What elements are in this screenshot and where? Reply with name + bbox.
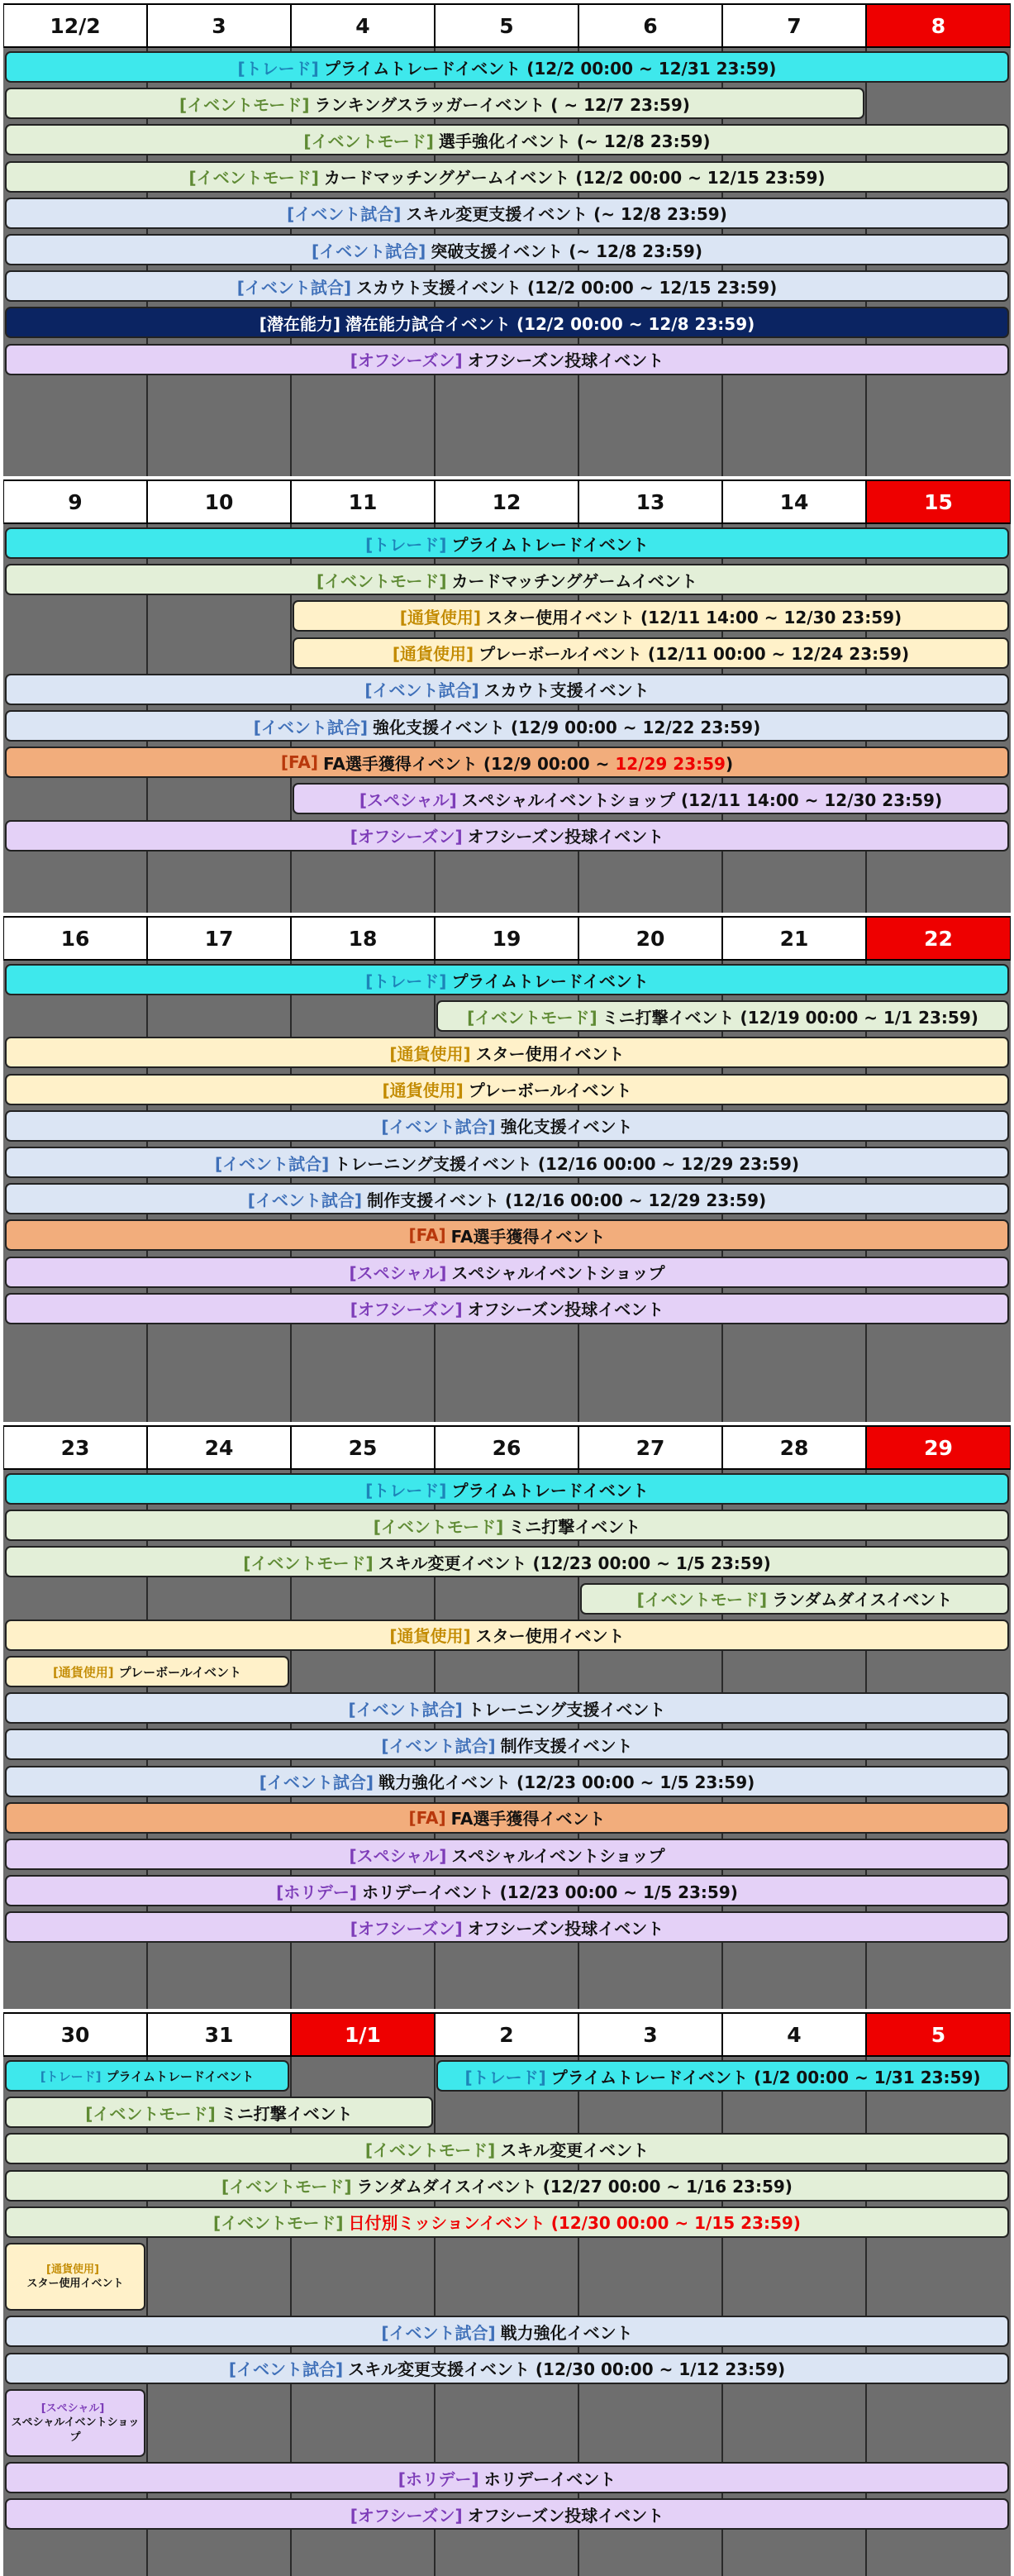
event-bar[interactable] — [5, 51, 1009, 83]
event-title-text: プレーボールイベント (12/11 00:00 ~ 12/24 23:59) — [478, 644, 910, 665]
event-bar[interactable] — [5, 964, 1009, 995]
event-bar[interactable] — [5, 1802, 1009, 1834]
event-title-text: 戦力強化イベント — [500, 2322, 633, 2343]
date-header-cell: 17 — [148, 918, 290, 959]
event-category-tag: [イベントモード] — [213, 2213, 344, 2234]
event-title — [119, 1663, 241, 1681]
event-title-text: オフシーズン投球イベント — [467, 351, 664, 371]
date-header-cell: 8 — [867, 5, 1010, 46]
event-title — [476, 1623, 625, 1647]
event-bar[interactable] — [5, 527, 1009, 559]
event-bar[interactable] — [5, 2243, 145, 2311]
event-category-tag: [トレード] — [237, 58, 319, 79]
event-title — [362, 1879, 738, 1903]
event-title — [468, 823, 664, 847]
event-bar[interactable] — [5, 2097, 433, 2128]
date-header-cell: 13 — [579, 481, 721, 522]
event-title — [324, 55, 777, 79]
event-category-tag: [通貨使用] — [52, 1664, 114, 1680]
event-category-tag: [イベントモード] — [85, 2103, 216, 2124]
event-title — [451, 1224, 606, 1247]
event-bar[interactable] — [5, 1257, 1009, 1288]
event-category-tag: [FA] — [408, 1225, 446, 1246]
date-header-cell: 22 — [867, 918, 1010, 959]
event-category-tag: [FA] — [280, 752, 319, 773]
event-category-tag: [トレード] — [40, 2068, 102, 2084]
event-bar[interactable] — [5, 1110, 1009, 1142]
event-title — [451, 968, 648, 992]
event-title — [501, 1114, 633, 1138]
event-category-tag: [通貨使用] — [389, 1626, 471, 1647]
date-header-cell: 6 — [579, 5, 721, 46]
event-category-tag: [スペシャル] — [349, 1845, 447, 1866]
event-title-text: 強化支援イベント — [500, 1117, 633, 1138]
event-bar[interactable] — [436, 2060, 1009, 2092]
event-category-tag: [イベント試合] — [215, 1153, 330, 1174]
event-category-tag: [オフシーズン] — [350, 1300, 463, 1320]
event-title — [451, 1477, 648, 1501]
week-block — [0, 913, 1014, 1422]
event-category-tag: [イベントモード] — [221, 2177, 352, 2197]
event-title — [439, 128, 711, 152]
date-header-cell: 29 — [867, 1427, 1010, 1468]
event-title-text: 突破支援イベント (~ 12/8 23:59) — [431, 241, 702, 261]
event-title-text: プレーボールイベント — [468, 1080, 632, 1101]
event-title — [478, 641, 909, 665]
event-highlight-text: 12/29 23:59 — [615, 753, 726, 774]
event-title — [451, 1260, 664, 1284]
event-bar[interactable] — [5, 1473, 1009, 1505]
event-title-text: ホリデーイベント (12/23 00:00 ~ 1/5 23:59) — [362, 1882, 738, 1902]
event-title-text: ランキングスラッガーイベント ( ~ 12/7 23:59) — [314, 94, 690, 115]
event-title-text: オフシーズン投球イベント — [467, 827, 664, 847]
event-category-tag: [イベント試合] — [247, 1190, 363, 1210]
event-category-tag: [トレード] — [365, 534, 447, 555]
date-header-cell: 27 — [579, 1427, 721, 1468]
event-title — [468, 347, 664, 371]
event-category-tag: [スペシャル] — [349, 1263, 447, 1284]
event-category-tag: [スペシャル] — [40, 2402, 105, 2415]
event-bar[interactable] — [5, 234, 1009, 265]
event-title — [468, 1696, 666, 1720]
event-bar[interactable] — [5, 1911, 1009, 1943]
date-header-cell: 10 — [148, 481, 290, 522]
event-bar[interactable] — [5, 2498, 1009, 2530]
event-title-text: スター使用イベント — [475, 1626, 625, 1647]
event-category-tag: [通貨使用] — [392, 644, 474, 665]
event-bar[interactable] — [436, 1000, 1009, 1032]
event-category-tag: [イベントモード] — [243, 1553, 374, 1573]
week-block — [0, 0, 1014, 476]
event-title — [8, 2416, 142, 2445]
week-block — [0, 1422, 1014, 2009]
event-category-tag: [ホリデー] — [276, 1882, 357, 1902]
event-category-tag: [ホリデー] — [398, 2469, 479, 2489]
event-category-tag: [イベント試合] — [348, 1699, 463, 1720]
event-title-text: プレーボールイベント — [118, 1664, 242, 1680]
event-title — [349, 2210, 801, 2234]
event-category-tag: [トレード] — [365, 1480, 447, 1500]
event-bar[interactable] — [5, 2316, 1009, 2347]
event-category-tag: [イベント試合] — [312, 241, 426, 261]
event-title — [501, 1733, 633, 1757]
date-header-cell: 1/1 — [292, 2014, 434, 2055]
event-bar[interactable] — [5, 2353, 1009, 2384]
event-bar[interactable] — [5, 710, 1009, 742]
event-title — [334, 1151, 799, 1175]
event-category-tag: [通貨使用] — [389, 1043, 471, 1064]
date-header-cell: 19 — [436, 918, 578, 959]
date-header-cell: 3 — [579, 2014, 721, 2055]
event-bar[interactable] — [5, 747, 1009, 778]
event-category-tag: [イベントモード] — [188, 168, 319, 188]
event-title — [451, 1806, 606, 1829]
event-category-tag: [潜在能力] — [259, 313, 340, 334]
event-title — [378, 1550, 771, 1574]
event-title — [356, 274, 777, 298]
event-title — [106, 2068, 254, 2085]
event-bar[interactable] — [5, 564, 1009, 595]
event-category-tag: [イベント試合] — [381, 2322, 496, 2343]
event-bar[interactable] — [5, 1766, 1009, 1797]
event-category-tag: [イベントモード] — [636, 1590, 768, 1610]
event-category-tag: [イベント試合] — [236, 277, 352, 298]
event-title-text: 選手強化イベント (~ 12/8 23:59) — [438, 131, 711, 151]
event-title-text: トレーニング支援イベント — [467, 1699, 666, 1720]
event-title-text: スペシャルイベントショップ (12/11 14:00 ~ 12/30 23:59) — [461, 789, 943, 810]
event-title — [315, 92, 690, 116]
event-title — [486, 604, 902, 628]
date-header-cell: 18 — [292, 918, 434, 959]
week-date-header — [3, 3, 1011, 48]
event-bar[interactable] — [5, 1729, 1009, 1760]
event-title-text: スペシャルイベントショップ — [11, 2416, 140, 2444]
event-category-tag: [オフシーズン] — [350, 351, 463, 371]
event-bar[interactable] — [5, 2060, 289, 2092]
date-header-cell: 12/2 — [4, 5, 146, 46]
event-bar[interactable] — [5, 1183, 1009, 1214]
event-category-tag: [イベント試合] — [228, 2359, 344, 2380]
date-header-cell: 31 — [148, 2014, 290, 2055]
event-title-text: スキル変更イベント — [500, 2140, 650, 2160]
event-category-tag: [イベント試合] — [259, 1772, 374, 1793]
event-title — [348, 2356, 785, 2380]
event-bar[interactable] — [5, 124, 1009, 155]
event-title-text: プライムトレードイベント — [106, 2068, 255, 2084]
event-title — [367, 1187, 766, 1211]
event-title-text: スキル変更イベント (12/23 00:00 ~ 1/5 23:59) — [378, 1553, 771, 1573]
event-title — [484, 2466, 616, 2490]
event-bar[interactable] — [5, 674, 1009, 705]
event-title — [476, 1041, 625, 1065]
week-date-header — [3, 479, 1011, 524]
date-header-cell: 21 — [723, 918, 865, 959]
week-block — [0, 476, 1014, 913]
event-bar[interactable] — [5, 2462, 1009, 2493]
event-bar[interactable] — [5, 270, 1009, 302]
event-title — [469, 1077, 632, 1101]
date-header-cell: 25 — [292, 1427, 434, 1468]
event-title — [451, 1843, 664, 1867]
event-bar[interactable] — [293, 600, 1009, 632]
event-bar[interactable] — [5, 1074, 1009, 1105]
event-bar[interactable] — [5, 1219, 1009, 1251]
event-title-text: スター使用イベント (12/11 14:00 ~ 12/30 23:59) — [486, 607, 902, 627]
event-bar[interactable] — [5, 1692, 1009, 1724]
date-header-cell: 15 — [867, 481, 1010, 522]
date-header-cell: 4 — [292, 5, 434, 46]
event-bar[interactable] — [5, 1147, 1009, 1178]
event-category-tag: [イベントモード] — [317, 570, 447, 591]
date-header-cell: 28 — [723, 1427, 865, 1468]
event-title-text: オフシーズン投球イベント — [467, 1300, 664, 1320]
event-title-text: ランダムダイスイベント — [772, 1590, 953, 1610]
event-title-text: FA選手獲得イベント (12/9 00:00 ~ — [323, 753, 616, 774]
event-title-text: プライムトレードイベント (1/2 00:00 ~ 1/31 23:59) — [550, 2067, 981, 2087]
event-title-text: ホリデーイベント — [483, 2469, 616, 2489]
event-title-text: ランダムダイスイベント (12/27 00:00 ~ 1/16 23:59) — [356, 2177, 793, 2197]
event-category-tag: [イベントモード] — [303, 131, 434, 151]
event-title-text: 戦力強化イベント (12/23 00:00 ~ 1/5 23:59) — [378, 1772, 755, 1793]
event-bar[interactable] — [5, 1656, 289, 1687]
event-category-tag: [イベント試合] — [381, 1735, 496, 1756]
event-title — [468, 1915, 664, 1939]
event-title — [324, 165, 826, 188]
event-bar[interactable] — [5, 2206, 1009, 2238]
event-category-tag: [トレード] — [464, 2067, 546, 2087]
week-block — [0, 2009, 1014, 2576]
event-title-text: カードマッチングゲームイベント (12/2 00:00 ~ 12/15 23:59) — [323, 168, 826, 188]
event-highlight-text: 日付別ミッションイベント (12/30 00:00 ~ 1/15 23:59) — [348, 2213, 801, 2234]
event-title — [484, 677, 650, 701]
date-header-cell: 4 — [723, 2014, 865, 2055]
event-title-tail: ) — [725, 753, 734, 774]
date-header-cell: 5 — [436, 5, 578, 46]
event-title-text: オフシーズン投球イベント — [467, 1918, 664, 1939]
event-title-text: スペシャルイベントショップ — [451, 1845, 665, 1866]
date-header-cell: 11 — [292, 481, 434, 522]
event-category-tag: [オフシーズン] — [350, 827, 463, 847]
event-bar[interactable] — [5, 1293, 1009, 1324]
event-title — [452, 568, 697, 592]
event-title — [508, 1514, 640, 1538]
date-header-cell: 14 — [723, 481, 865, 522]
event-bar[interactable] — [5, 161, 1009, 193]
event-title — [501, 2320, 633, 2344]
event-title — [462, 787, 942, 811]
event-bar[interactable] — [5, 1839, 1009, 1870]
event-title-text: カードマッチングゲームイベント — [451, 570, 697, 591]
event-title — [221, 2101, 353, 2125]
date-header-cell: 2 — [436, 2014, 578, 2055]
event-title-text: スター使用イベント — [26, 2278, 124, 2291]
event-title — [468, 1296, 664, 1320]
event-category-tag: [スペシャル] — [359, 789, 457, 810]
week-date-header — [3, 1425, 1011, 1470]
event-title — [772, 1586, 952, 1610]
event-title-text: プライムトレードイベント (12/2 00:00 ~ 12/31 23:59) — [323, 58, 777, 79]
event-category-tag: [イベントモード] — [364, 2140, 496, 2160]
event-title-text: トレーニング支援イベント (12/16 00:00 ~ 12/29 23:59) — [334, 1153, 799, 1174]
event-category-tag: [オフシーズン] — [350, 1918, 463, 1939]
event-category-tag: [イベントモード] — [373, 1516, 504, 1537]
event-title-text: プライムトレードイベント — [451, 1480, 649, 1500]
event-bar[interactable] — [5, 198, 1009, 229]
event-title-text: スキル変更支援イベント (~ 12/8 23:59) — [406, 204, 727, 225]
event-bar[interactable] — [5, 307, 1009, 338]
event-title — [451, 532, 648, 556]
event-title — [602, 1004, 978, 1028]
event-title-text: FA選手獲得イベント — [450, 1226, 606, 1247]
event-category-tag: [イベントモード] — [179, 94, 310, 115]
event-bar[interactable] — [580, 1583, 1009, 1615]
event-category-tag: [イベント試合] — [364, 680, 479, 701]
event-category-tag: [トレード] — [365, 971, 447, 991]
event-category-tag: [通貨使用] — [382, 1080, 464, 1101]
event-category-tag: [通貨使用] — [46, 2263, 99, 2276]
event-title-text: オフシーズン投球イベント — [467, 2505, 664, 2526]
event-category-tag: [オフシーズン] — [350, 2505, 463, 2526]
event-title — [323, 751, 733, 775]
event-title-text: スキル変更支援イベント (12/30 00:00 ~ 1/12 23:59) — [348, 2359, 786, 2380]
event-title — [468, 2502, 664, 2526]
date-header-cell: 24 — [148, 1427, 290, 1468]
event-bar[interactable] — [5, 2170, 1009, 2202]
event-bar[interactable] — [5, 820, 1009, 852]
event-bar[interactable] — [5, 1620, 1009, 1651]
event-title-text: 制作支援イベント (12/16 00:00 ~ 12/29 23:59) — [367, 1190, 767, 1210]
week-date-header — [3, 2012, 1011, 2057]
event-bar[interactable] — [5, 2133, 1009, 2164]
event-title — [378, 1769, 755, 1793]
event-title — [373, 714, 760, 738]
event-title-text: 制作支援イベント — [500, 1735, 633, 1756]
event-title-text: 強化支援イベント (12/9 00:00 ~ 12/22 23:59) — [373, 717, 761, 737]
event-bar[interactable] — [5, 1510, 1009, 1541]
event-category-tag: [イベントモード] — [467, 1007, 597, 1028]
event-bar[interactable] — [5, 2389, 145, 2457]
date-header-cell: 12 — [436, 481, 578, 522]
date-header-cell: 30 — [4, 2014, 146, 2055]
event-bar[interactable] — [293, 783, 1009, 814]
event-category-tag: [イベント試合] — [287, 204, 402, 225]
event-bar[interactable] — [5, 344, 1009, 375]
event-title — [26, 2277, 123, 2292]
event-category-tag: [通貨使用] — [399, 607, 482, 627]
date-header-cell: 20 — [579, 918, 721, 959]
event-bar[interactable] — [5, 1546, 1009, 1577]
date-header-cell: 26 — [436, 1427, 578, 1468]
event-title — [551, 2064, 981, 2088]
event-title-text: ミニ打撃イベント (12/19 00:00 ~ 1/1 23:59) — [602, 1007, 978, 1028]
event-title — [345, 311, 755, 335]
event-bar[interactable] — [5, 88, 864, 119]
event-title-text: 潜在能力試合イベント (12/2 00:00 ~ 12/8 23:59) — [345, 313, 755, 334]
event-title-text: スター使用イベント — [475, 1043, 625, 1064]
date-header-cell: 7 — [723, 5, 865, 46]
event-category-tag: [イベント試合] — [253, 717, 369, 737]
event-title — [500, 2137, 649, 2161]
event-title — [357, 2173, 793, 2197]
date-header-cell: 5 — [867, 2014, 1010, 2055]
event-title-text: プライムトレードイベント — [451, 534, 649, 555]
date-header-cell: 16 — [4, 918, 146, 959]
event-bar[interactable] — [5, 1875, 1009, 1906]
event-title-text: ミニ打撃イベント — [220, 2103, 353, 2124]
event-title-text: スカウト支援イベント — [483, 680, 650, 701]
event-category-tag: [イベント試合] — [381, 1117, 496, 1138]
date-header-cell: 9 — [4, 481, 146, 522]
event-title-text: スカウト支援イベント (12/2 00:00 ~ 12/15 23:59) — [356, 277, 778, 298]
event-title-text: プライムトレードイベント — [451, 971, 649, 991]
date-header-cell: 23 — [4, 1427, 146, 1468]
event-title — [406, 201, 726, 225]
event-bar[interactable] — [5, 1037, 1009, 1068]
date-header-cell: 3 — [148, 5, 290, 46]
event-title-text: スペシャルイベントショップ — [451, 1263, 665, 1284]
event-bar[interactable] — [293, 637, 1009, 669]
event-title-text: ミニ打撃イベント — [508, 1516, 641, 1537]
week-date-header — [3, 916, 1011, 961]
event-title — [431, 238, 702, 262]
event-category-tag: [FA] — [408, 1807, 446, 1828]
event-title-text: FA選手獲得イベント — [450, 1809, 606, 1829]
